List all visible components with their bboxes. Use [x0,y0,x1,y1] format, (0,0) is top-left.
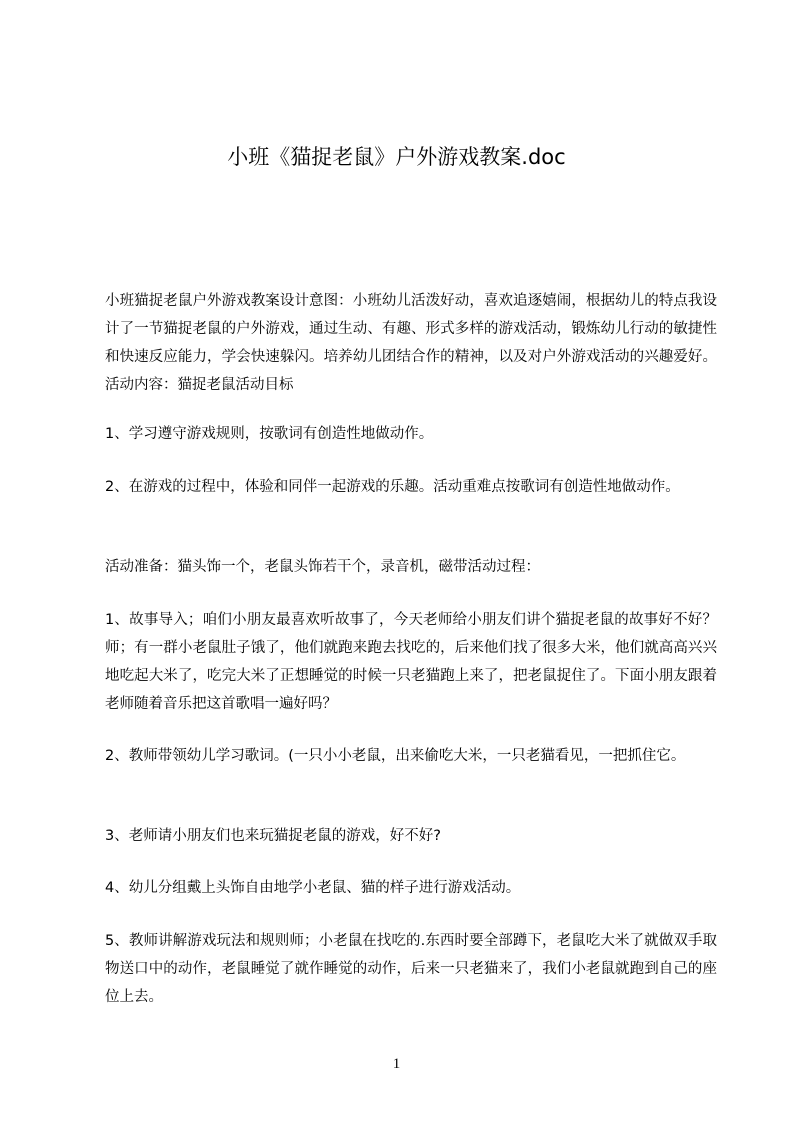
paragraph-step-2: 2、教师带领幼儿学习歌词。(一只小小老鼠，出来偷吃大米，一只老猫看见，一把抓住它。 [105,748,686,764]
paragraph-step-4: 4、幼儿分组戴上头饰自由地学小老鼠、猫的样子进行游戏活动。 [105,880,521,896]
paragraph-goal-2: 2、在游戏的过程中，体验和同伴一起游戏的乐趣。活动重难点按歌词有创造性地做动作。 [105,479,680,495]
paragraph-goal-1: 1、学习遵守游戏规则，按歌词有创造性地做动作。 [105,426,434,442]
paragraph-preparation: 活动准备：猫头饰一个，老鼠头饰若干个，录音机，磁带活动过程： [105,559,540,575]
paragraph-design-intent: 小班猫捉老鼠户外游戏教案设计意图：小班幼儿活泼好动，喜欢追逐嬉闹，根据幼儿的特点我设计了一节猫捉老鼠的户外游戏，通过生动、有趣、形式多样的游戏活动，锻炼幼儿行动的敏捷性和快速反应能力，学会快速躲闪。培养幼儿团结合作的精神，以及对户外游戏活动的兴趣爱好。活动内容：猫捉老鼠活动目标 [105,293,717,393]
paragraph-step-5: 5、教师讲解游戏玩法和规则师；小老鼠在找吃的.东西时要全部蹲下，老鼠吃大米了就做双手取物送口中的动作，老鼠睡觉了就作睡觉的动作，后来一只老猫来了，我们小老鼠就跑到自己的座位上去。 [105,933,717,1005]
paragraph-step-1: 1、故事导入；咱们小朋友最喜欢听故事了，今天老师给小朋友们讲个猫捉老鼠的故事好不好？师；有一群小老鼠肚子饿了，他们就跑来跑去找吃的，后来他们找了很多大米，他们就高高兴兴地吃起大米了，吃完大米了正想睡觉的时候一只老猫跑上来了，把老鼠捉住了。下面小朋友跟着老师随着音乐把这首歌唱一遍好吗？ [105,612,717,712]
document-title: 小班《猫捉老鼠》户外游戏教案.doc [227,145,566,169]
page-number: 1 [392,1056,401,1072]
paragraph-step-3: 3、老师请小朋友们也来玩猫捉老鼠的游戏，好不好? [105,828,441,844]
